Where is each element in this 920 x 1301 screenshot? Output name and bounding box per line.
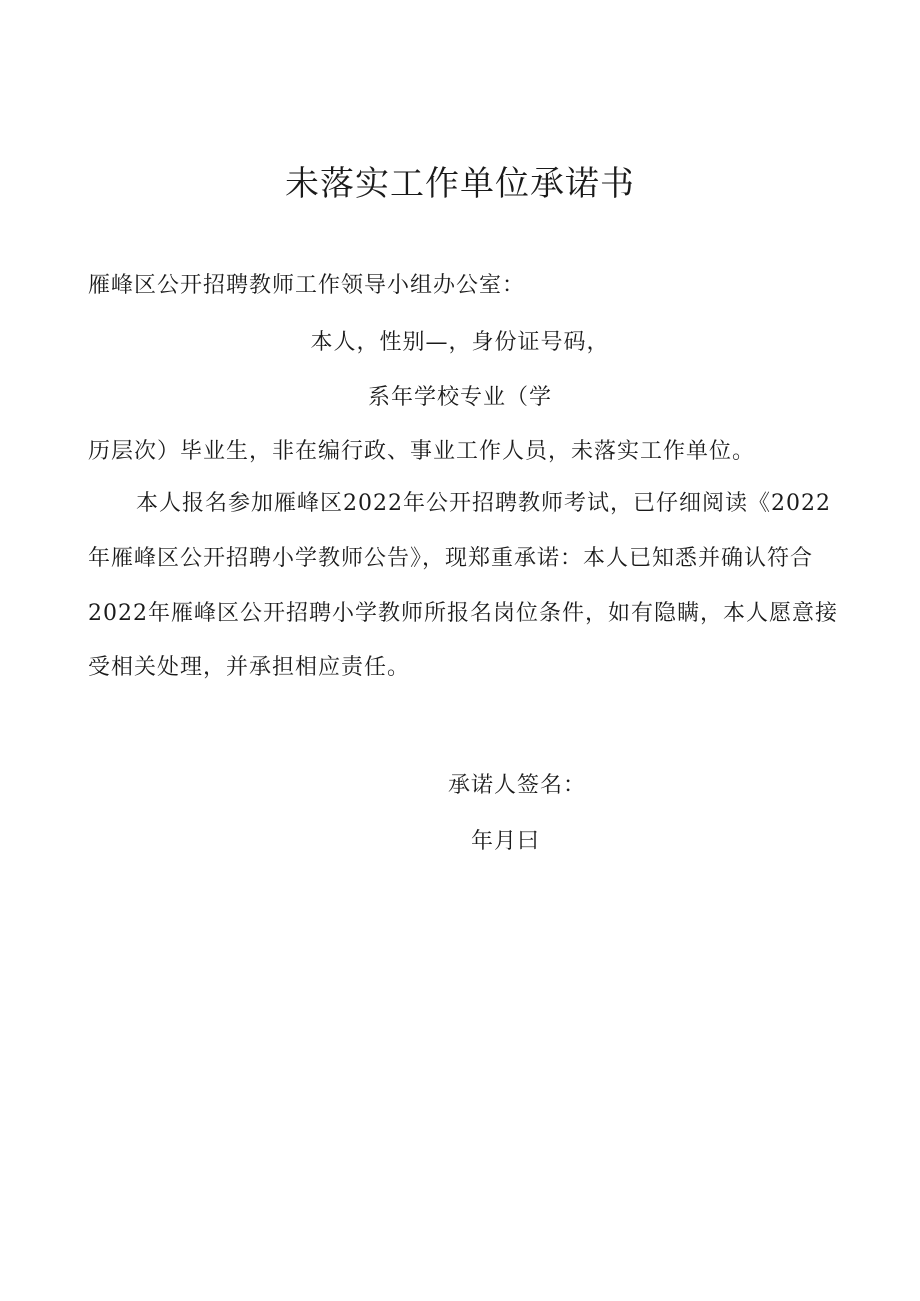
identity-line-2: 系年学校专业（学 [367, 385, 552, 410]
identity-line-1: 本人，性别—，身份证号码， [310, 330, 610, 355]
signature-label: 承诺人签名： [448, 773, 587, 798]
commitment-line: 受相关处理，并承担相应责任。 [88, 655, 411, 680]
commitment-line: 年雁峰区公开招聘小学教师公告》，现郑重承诺：本人已知悉并确认符合 [88, 546, 814, 571]
commitment-line: 2022年雁峰区公开招聘小学教师所报名岗位条件，如有隐瞒，本人愿意接 [88, 601, 838, 626]
commitment-line: 本人报名参加雁峰区2022年公开招聘教师考试，已仔细阅读《2022 [136, 491, 831, 516]
document-title: 未落实工作单位承诺书 [285, 164, 635, 204]
salutation: 雁峰区公开招聘教师工作领导小组办公室： [88, 273, 526, 298]
identity-line-3: 历层次）毕业生，非在编行政、事业工作人员，未落实工作单位。 [88, 439, 756, 464]
date-label: 年月曰 [471, 829, 541, 854]
